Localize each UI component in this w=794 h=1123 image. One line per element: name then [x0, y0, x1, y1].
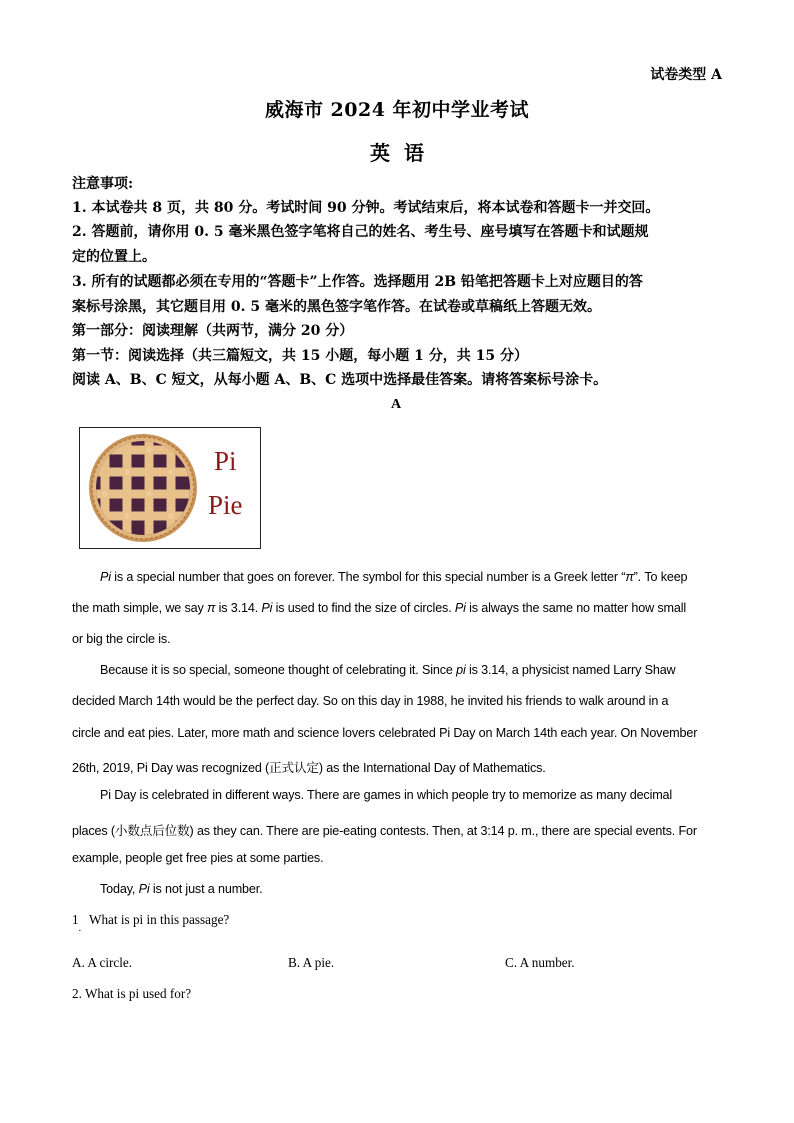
passage-line: circle and eat pies. Later, more math and science lovers celebrated Pi Day on March 14th each year. On November [72, 726, 698, 740]
section-instruction: 阅读 A、B、C 短文，从每小题 A、B、C 选项中选择最佳答案。请将答案标号涂卡。 [72, 372, 608, 388]
passage-line: example, people get free pies at some parties. [72, 851, 324, 865]
section-heading: 第一节：阅读选择（共三篇短文，共 15 小题，每小题 1 分，共 15 分） [72, 348, 528, 364]
passage-text: is used to find the size of circles. [272, 601, 455, 615]
passage-text: is 3.14, a physicist named Larry Shaw [465, 663, 676, 677]
question-number: 1 [72, 912, 79, 927]
subject-title: 英语 [370, 141, 438, 165]
passage-line [100, 570, 687, 584]
pi-pie-image [79, 427, 261, 549]
pi-term: Pi [454, 601, 466, 615]
passage-text: is not just a number. [149, 882, 263, 896]
question-text: What is pi in this passage? [89, 912, 230, 927]
notice-item: 案标号涂黑，其它题目用 0. 5 毫米的黑色签字笔作答。在试卷或草稿纸上答题无效。 [72, 299, 601, 315]
option-b[interactable]: B. A pie. [288, 955, 335, 970]
passage-line [100, 663, 676, 677]
notice-item: 定的位置上。 [72, 249, 156, 265]
document-title: 威海市 2024 年初中学业考试 [264, 99, 530, 121]
pi-term: pi [456, 663, 466, 677]
passage-line: places (小数点后位数) as they can. There are pie-eating contests. Then, at 3:14 p. m., there are special events. For [72, 824, 697, 838]
passage-text: is a special number that goes on forever. The symbol for this special number is a Greek letter “ [110, 570, 626, 584]
passage-line [72, 601, 686, 615]
passage-line: Pi Day is celebrated in different ways. There are games in which people try to memorize as many decimal [100, 788, 673, 802]
question-text: 2. What is pi used for? [72, 986, 192, 1001]
part-heading: 第一部分：阅读理解（共两节，满分 20 分） [72, 323, 354, 339]
pi-label: Pi [214, 446, 237, 476]
notice-item: 3. 所有的试题都必须在专用的“答题卡”上作答。选择题用 2B 铅笔把答题卡上对应题目的答 [72, 274, 643, 290]
passage-line: decided March 14th would be the perfect day. So on this day in 1988, he invited his friends to walk around in a [72, 694, 669, 708]
passage-line [100, 882, 262, 896]
question-dot: · [78, 925, 82, 937]
passage-text: the math simple, we say [72, 601, 207, 615]
pi-term: Pi [138, 882, 150, 896]
passage-text: Today, [100, 882, 139, 896]
passage-text: ”. To keep [633, 570, 688, 584]
passage-text: is 3.14. [215, 601, 262, 615]
pi-symbol: π [625, 570, 634, 584]
notice-heading: 注意事项: [72, 176, 134, 192]
pi-term: Pi [261, 601, 273, 615]
pi-term: Pi [100, 570, 111, 584]
passage-text: is always the same no matter how small [465, 601, 687, 615]
passage-line: or big the circle is. [72, 632, 171, 646]
option-a[interactable]: A. A circle. [72, 955, 133, 970]
option-c[interactable]: C. A number. [505, 955, 575, 970]
pi-symbol: π [207, 601, 216, 615]
pie-label: Pie [208, 490, 243, 520]
passage-label: A [391, 397, 402, 412]
notice-item: 1. 本试卷共 8 页，共 80 分。考试时间 90 分钟。考试结束后，将本试卷和答题卡一并交回。 [72, 200, 660, 216]
passage-text: Because it is so special, someone thought of celebrating it. Since [100, 663, 457, 677]
paper-type-label: 试卷类型 A [650, 67, 722, 83]
passage-line: 26th, 2019, Pi Day was recognized (正式认定) as the International Day of Mathematics. [72, 761, 546, 775]
notice-item: 2. 答题前，请你用 0. 5 毫米黑色签字笔将自己的姓名、考生号、座号填写在答题卡和试题规 [72, 224, 649, 240]
